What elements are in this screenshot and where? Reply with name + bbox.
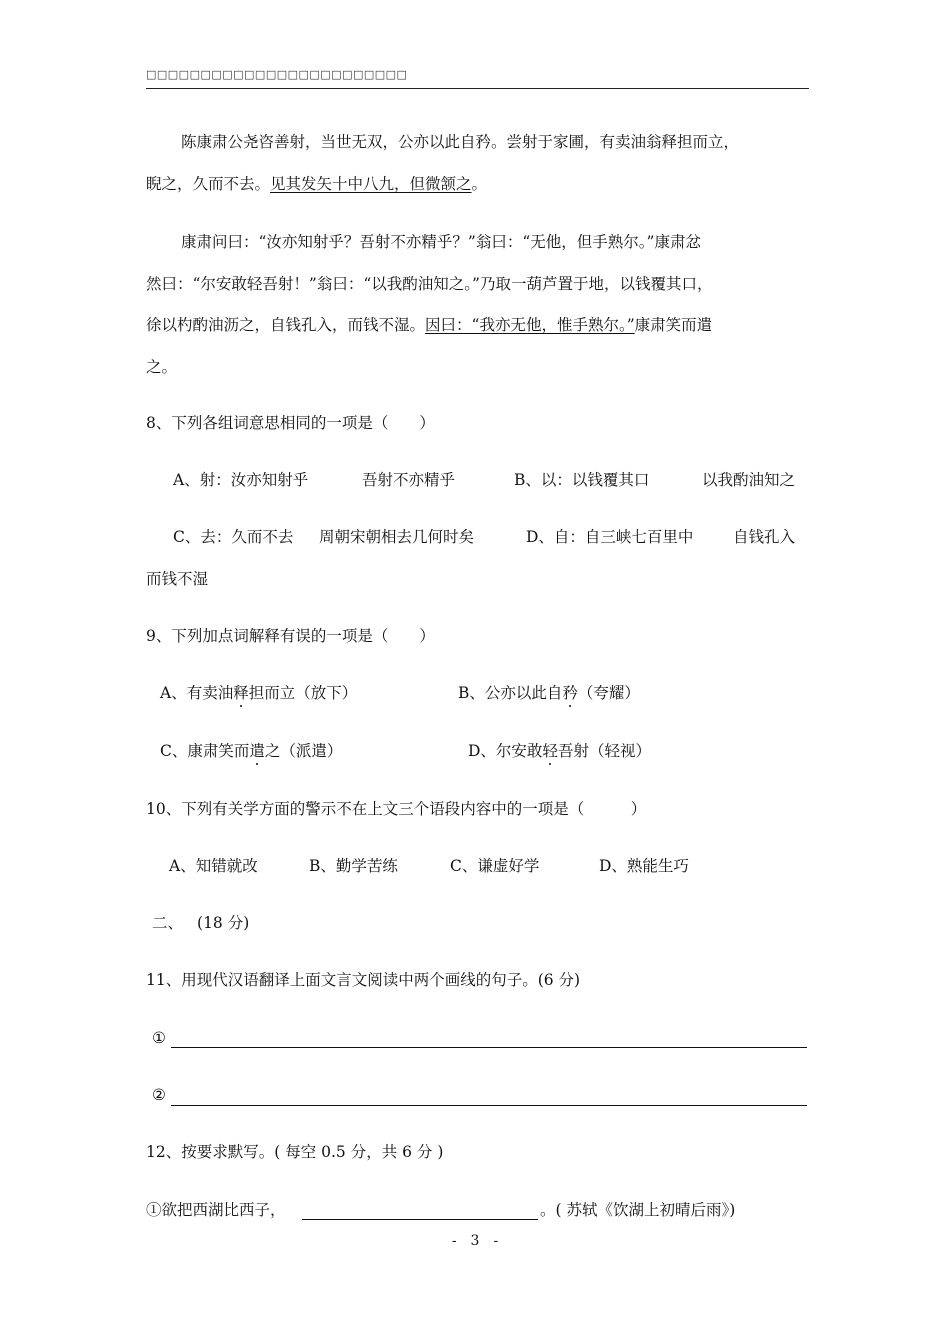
option-text: 担而立（放下）	[248, 684, 358, 702]
q10-option-b: B、勤学苦练	[309, 857, 398, 875]
q8-option-a-2: 吾射不亦精乎	[362, 471, 456, 489]
q8-option-d: D、自：自三峡七百里中	[526, 528, 694, 546]
q12-line1-suffix: 。( 苏轼《饮湖上初晴后雨》)	[540, 1201, 736, 1219]
answer-line-2[interactable]	[171, 1105, 807, 1106]
passage-p2-line2: 然曰：“尔安敢轻吾射！”翁曰：“以我酌油知之。”乃取一葫芦置于地，以钱覆其口，	[146, 275, 713, 293]
q9-option-b	[458, 683, 640, 703]
dotted-char: 释	[233, 684, 249, 702]
q8-option-d-3: 而钱不湿	[146, 570, 209, 588]
q9-stem: 9、下列加点词解释有误的一项是（ ）	[146, 627, 435, 645]
q8-option-d-2: 自钱孔入	[733, 528, 796, 546]
q12-stem: 12、按要求默写。( 每空 0.5 分，共 6 分 )	[146, 1143, 444, 1161]
passage-p1-line2	[146, 174, 487, 194]
q12-line1-prefix: ①欲把西湖比西子，	[146, 1201, 286, 1219]
section-2-heading	[152, 913, 249, 933]
answer-line-1[interactable]	[171, 1047, 807, 1048]
underlined-sentence-2: 因曰：“我亦无他，惟手熟尔。”	[425, 316, 635, 334]
q8-stem: 8、下列各组词意思相同的一项是（ ）	[146, 414, 435, 432]
section-label: 二、	[152, 914, 184, 932]
q9-option-a	[160, 683, 357, 703]
q11-stem: 11、用现代汉语翻译上面文言文阅读中两个画线的句子。(6 分)	[146, 971, 581, 989]
option-text: B、公亦以此自	[458, 684, 563, 702]
q10-option-a: A、知错就改	[169, 857, 258, 875]
passage-p1-line1: 陈康肃公尧咨善射，当世无双，公亦以此自矜。尝射于家圃，有卖油翁释担而立，	[181, 133, 740, 151]
option-text: C、康肃笑而	[160, 742, 250, 760]
answer-marker-1: ①	[152, 1029, 166, 1047]
option-text: 吾射（轻视）	[557, 742, 651, 760]
q8-option-c-2: 周朝宋朝相去几何时矣	[319, 528, 475, 546]
q8-option-b-2: 以我酌油知之	[702, 471, 796, 489]
passage-text: 康肃笑而遣	[634, 316, 713, 334]
q9-option-c	[160, 741, 342, 761]
dotted-char: 轻	[542, 742, 558, 760]
q9-option-d	[468, 741, 651, 761]
q10-stem: 10、下列有关学方面的警示不在上文三个语段内容中的一项是（ ）	[146, 800, 647, 818]
q10-option-c: C、谦虚好学	[450, 857, 540, 875]
passage-p2-line1: 康肃问曰：“汝亦知射乎？吾射不亦精乎？”翁曰：“无他，但手熟尔。”康肃忿	[181, 233, 701, 251]
q8-option-a: A、射：汝亦知射乎	[173, 471, 309, 489]
passage-p2-line3	[146, 315, 712, 335]
passage-p2-line4: 之。	[146, 358, 178, 376]
dotted-char: 矜	[562, 684, 578, 702]
passage-text: 徐以杓酌油沥之，自钱孔入，而钱不湿。	[146, 316, 426, 334]
underlined-sentence-1: 见其发矢十中八九，但微颔之	[270, 175, 472, 193]
fill-blank-1[interactable]	[302, 1219, 538, 1220]
section-score: (18 分)	[197, 914, 250, 932]
option-text: A、有卖油	[160, 684, 234, 702]
passage-text: 睨之，久而不去。	[146, 175, 271, 193]
option-text: D、尔安敢	[468, 742, 543, 760]
dotted-char: 遣	[249, 742, 265, 760]
option-text: 之（派遣）	[264, 742, 343, 760]
page-number: - 3 -	[451, 1233, 499, 1249]
q8-option-b: B、以：以钱覆其口	[514, 471, 650, 489]
header-rule	[146, 88, 809, 89]
passage-text: 。	[471, 175, 488, 193]
page-header: □□□□□□□□□□□□□□□□□□□□□□□□	[146, 68, 408, 81]
q8-option-c: C、去：久而不去	[173, 528, 294, 546]
option-text: （夸耀）	[577, 684, 640, 702]
answer-marker-2: ②	[152, 1086, 166, 1104]
q10-option-d: D、熟能生巧	[599, 857, 689, 875]
